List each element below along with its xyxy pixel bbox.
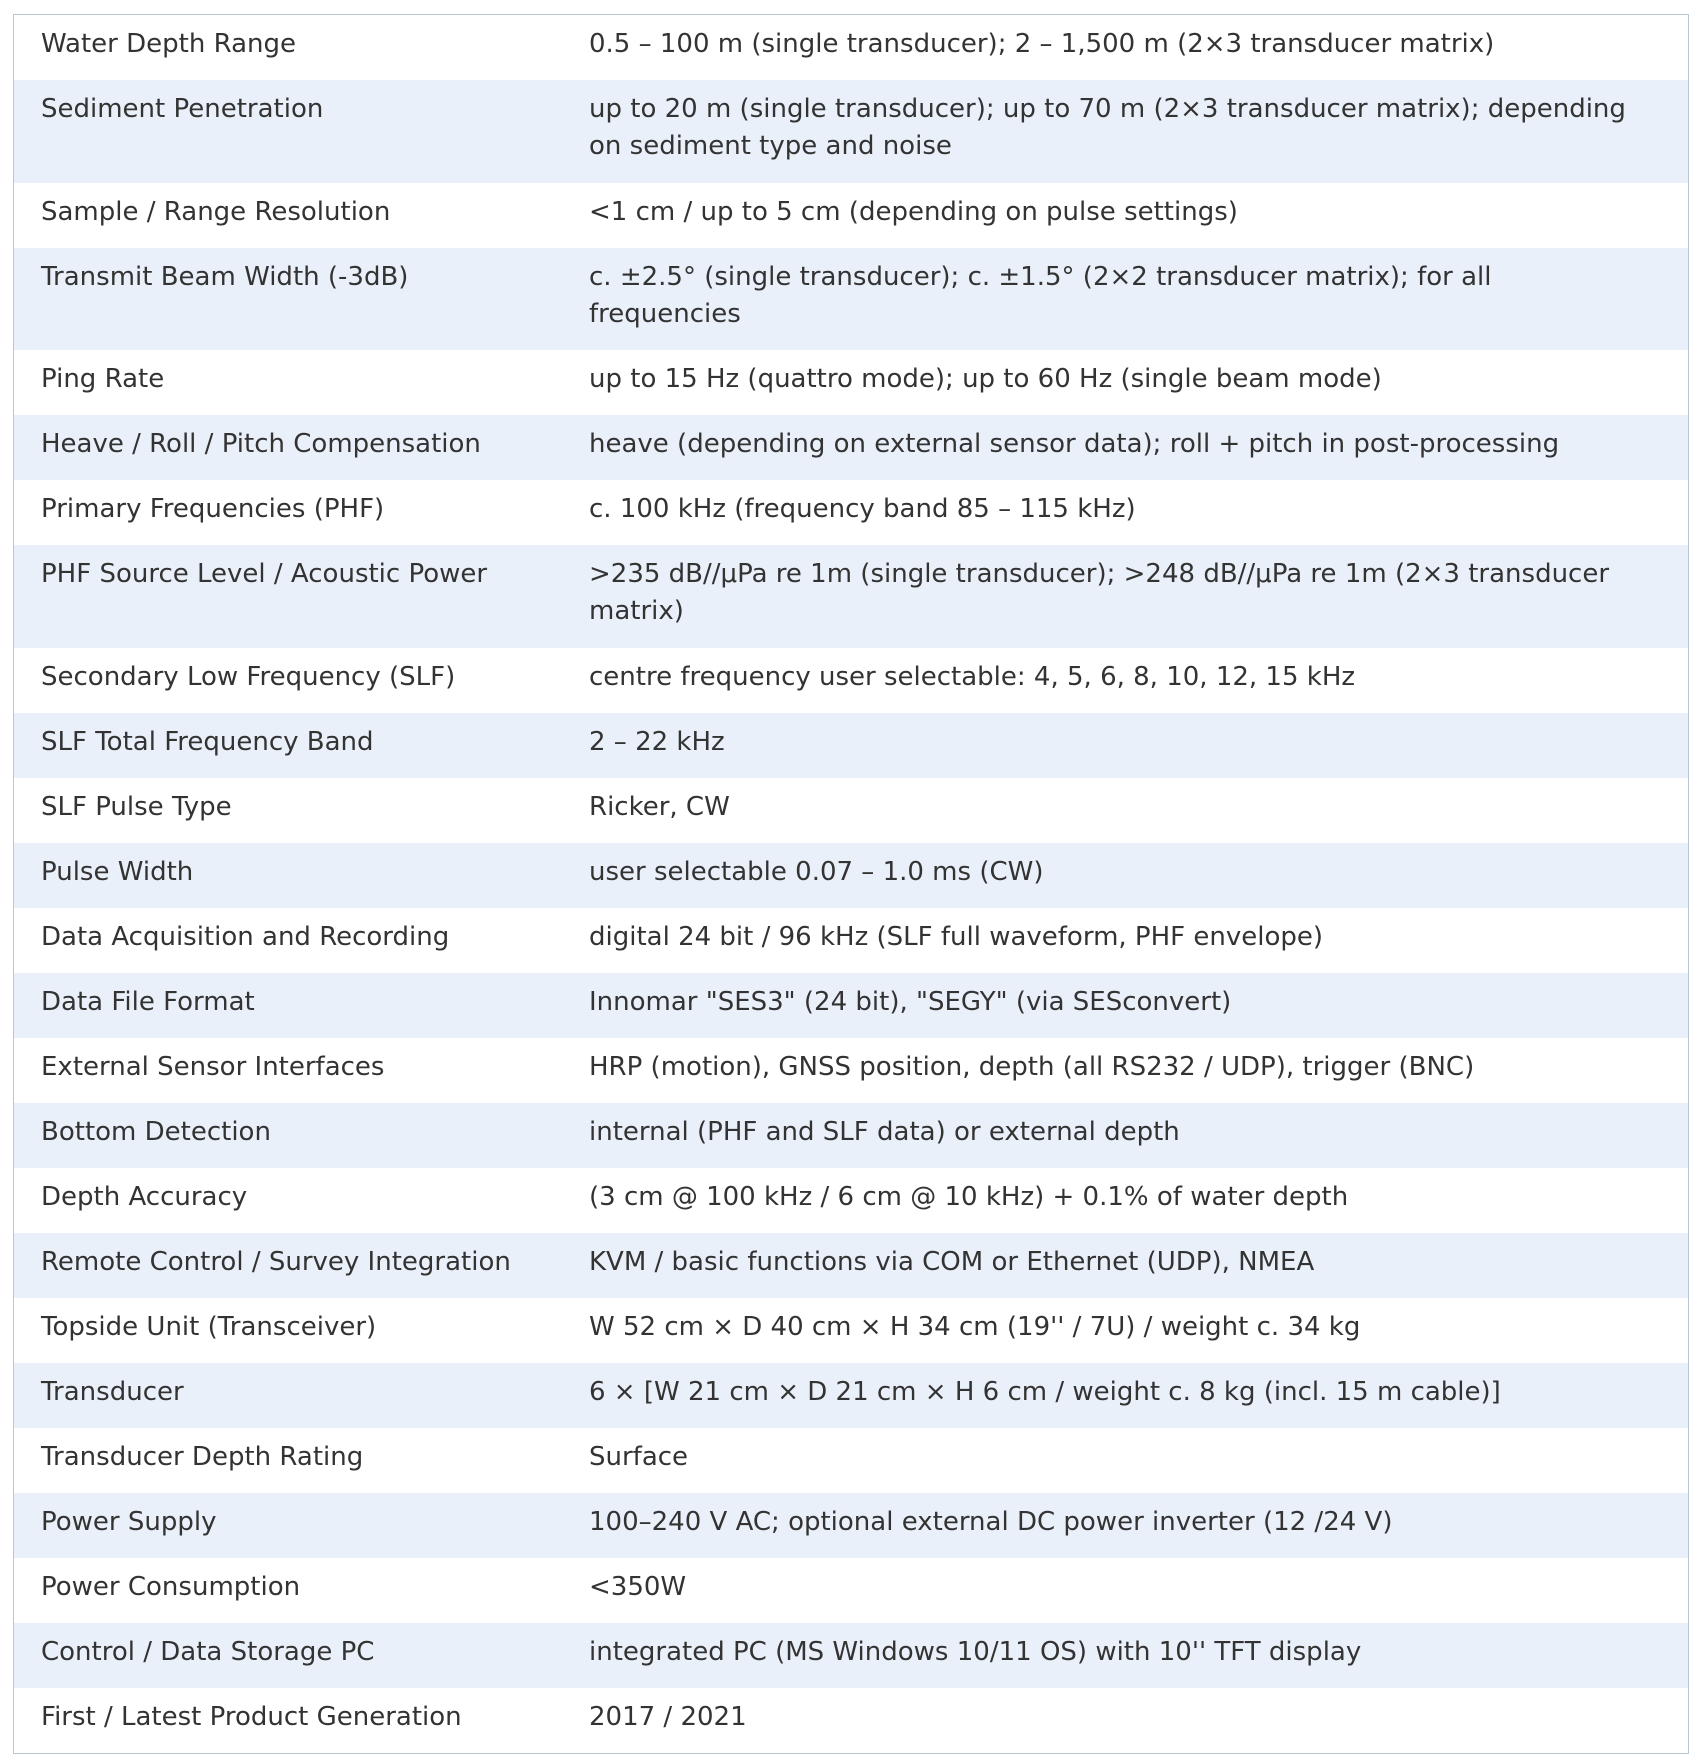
specifications-table [14,15,1688,1753]
spec-label: Transmit Beam Width (-3dB) [14,248,589,350]
table-row [14,183,1688,248]
table-row [14,1038,1688,1103]
spec-value: 2017 / 2021 [589,1688,1688,1753]
spec-label: Data File Format [14,973,589,1038]
spec-label: SLF Pulse Type [14,778,589,843]
spec-value: <350W [589,1558,1688,1623]
table-row [14,545,1688,648]
spec-label: Bottom Detection [14,1103,589,1168]
spec-label: Remote Control / Survey Integration [14,1233,589,1298]
spec-label: Heave / Roll / Pitch Compensation [14,415,589,480]
table-row [14,1558,1688,1623]
spec-label: Power Consumption [14,1558,589,1623]
spec-value: 2 – 22 kHz [589,713,1688,778]
spec-label: PHF Source Level / Acoustic Power [14,545,589,648]
table-row [14,15,1688,80]
spec-value: internal (PHF and SLF data) or external depth [589,1103,1688,1168]
table-row [14,1428,1688,1493]
spec-label: SLF Total Frequency Band [14,713,589,778]
spec-label: Ping Rate [14,350,589,415]
spec-value: KVM / basic functions via COM or Ethernet (UDP), NMEA [589,1233,1688,1298]
spec-label: Secondary Low Frequency (SLF) [14,648,589,713]
table-row [14,1623,1688,1688]
spec-value: centre frequency user selectable: 4, 5, 6, 8, 10, 12, 15 kHz [589,648,1688,713]
table-row [14,908,1688,973]
spec-value: W 52 cm × D 40 cm × H 34 cm (19'' / 7U) / weight c. 34 kg [589,1298,1688,1363]
spec-label: Pulse Width [14,843,589,908]
spec-value: HRP (motion), GNSS position, depth (all RS232 / UDP), trigger (BNC) [589,1038,1688,1103]
spec-value: Surface [589,1428,1688,1493]
spec-label: Sediment Penetration [14,80,589,183]
spec-value: up to 20 m (single transducer); up to 70 m (2×3 transducer matrix); depending on sediment type and noise [589,80,1688,183]
spec-label: Control / Data Storage PC [14,1623,589,1688]
table-row [14,415,1688,480]
table-row [14,1103,1688,1168]
table-row [14,778,1688,843]
spec-value: Ricker, CW [589,778,1688,843]
spec-value: c. 100 kHz (frequency band 85 – 115 kHz) [589,480,1688,545]
spec-label: Transducer [14,1363,589,1428]
spec-value: c. ±2.5° (single transducer); c. ±1.5° (2×2 transducer matrix); for all frequencies [589,248,1688,350]
spec-value: heave (depending on external sensor data); roll + pitch in post-processing [589,415,1688,480]
spec-label: First / Latest Product Generation [14,1688,589,1753]
table-row [14,1688,1688,1753]
spec-label: Primary Frequencies (PHF) [14,480,589,545]
spec-label: Water Depth Range [14,15,589,80]
table-row [14,480,1688,545]
spec-label: Depth Accuracy [14,1168,589,1233]
spec-value: integrated PC (MS Windows 10/11 OS) with 10'' TFT display [589,1623,1688,1688]
spec-label: Sample / Range Resolution [14,183,589,248]
spec-value: Innomar "SES3" (24 bit), "SEGY" (via SESconvert) [589,973,1688,1038]
spec-value: >235 dB//μPa re 1m (single transducer); >248 dB//μPa re 1m (2×3 transducer matrix) [589,545,1688,648]
spec-label: Transducer Depth Rating [14,1428,589,1493]
spec-label: Data Acquisition and Recording [14,908,589,973]
spec-value: 0.5 – 100 m (single transducer); 2 – 1,500 m (2×3 transducer matrix) [589,15,1688,80]
table-row [14,713,1688,778]
spec-value: up to 15 Hz (quattro mode); up to 60 Hz (single beam mode) [589,350,1688,415]
spec-label: Power Supply [14,1493,589,1558]
table-row [14,1233,1688,1298]
spec-value: 100–240 V AC; optional external DC power inverter (12 /24 V) [589,1493,1688,1558]
table-row [14,350,1688,415]
table-row [14,648,1688,713]
spec-value: digital 24 bit / 96 kHz (SLF full waveform, PHF envelope) [589,908,1688,973]
table-row [14,1168,1688,1233]
table-row [14,1493,1688,1558]
spec-value: user selectable 0.07 – 1.0 ms (CW) [589,843,1688,908]
spec-value: (3 cm @ 100 kHz / 6 cm @ 10 kHz) + 0.1% of water depth [589,1168,1688,1233]
spec-label: External Sensor Interfaces [14,1038,589,1103]
spec-value: 6 × [W 21 cm × D 21 cm × H 6 cm / weight c. 8 kg (incl. 15 m cable)] [589,1363,1688,1428]
spec-value: <1 cm / up to 5 cm (depending on pulse settings) [589,183,1688,248]
table-row [14,973,1688,1038]
table-row [14,248,1688,350]
table-row [14,1298,1688,1363]
table-row [14,80,1688,183]
spec-label: Topside Unit (Transceiver) [14,1298,589,1363]
table-row [14,1363,1688,1428]
table-row [14,843,1688,908]
specifications-table-container [13,14,1689,1754]
